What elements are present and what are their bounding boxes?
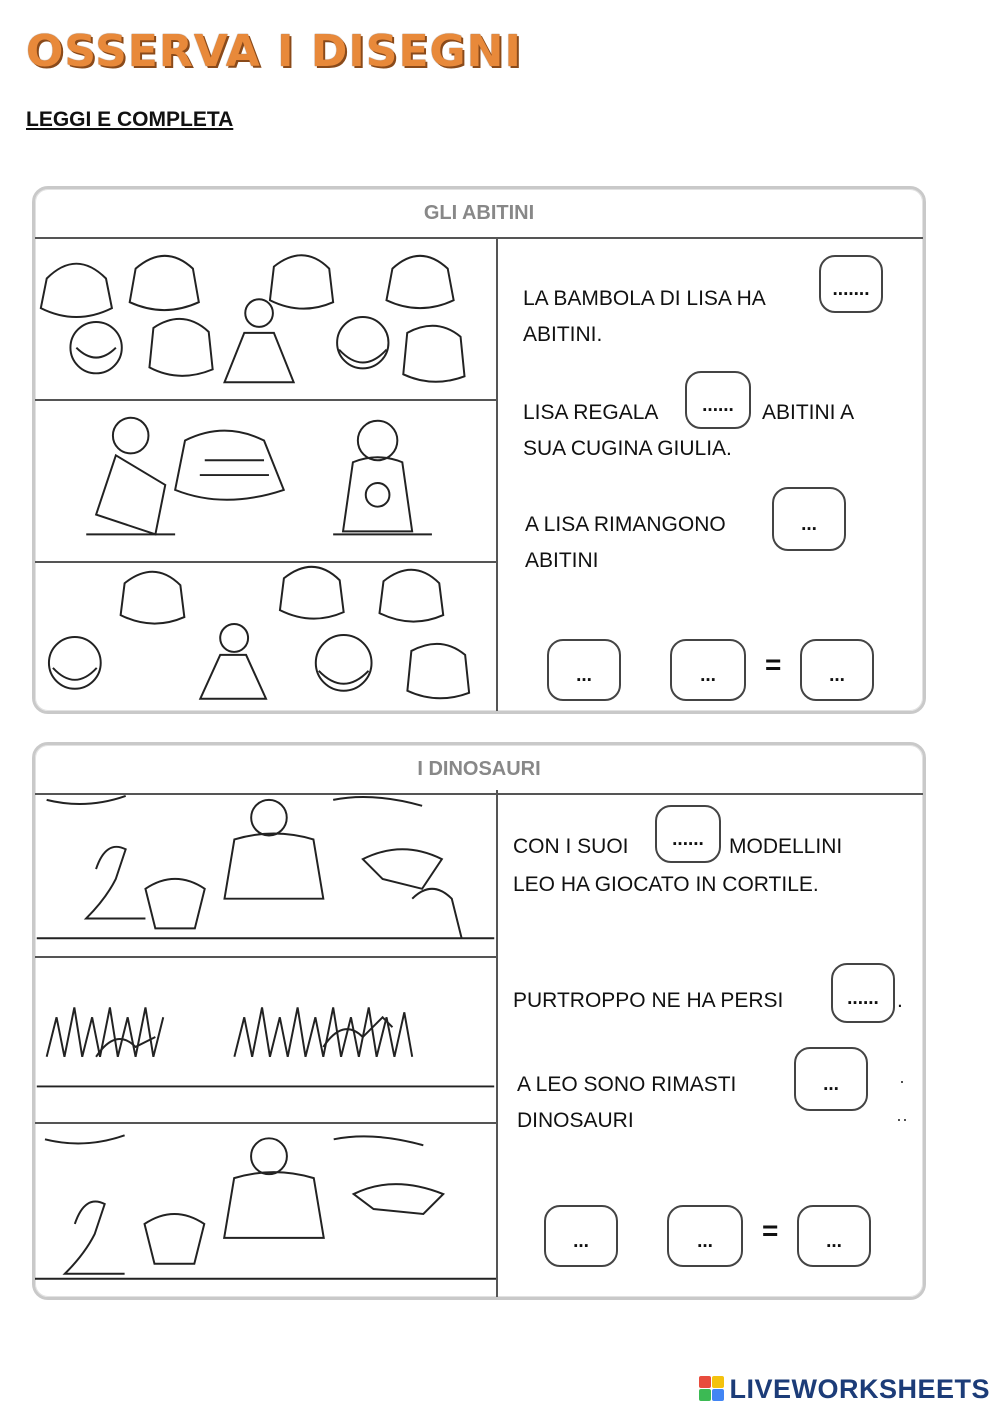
dinosauri-pictures — [35, 790, 498, 1297]
abitini-question-1-text-2: ABITINI. — [523, 323, 603, 346]
abitini-question-2-text: LISA REGALA — [523, 401, 659, 424]
dinosauri-equals-sign: = — [762, 1215, 779, 1246]
lost-dinosaurs-in-grass-illustration — [35, 958, 496, 1124]
dinosauri-question-2-text: PURTROPPO NE HA PERSI — [513, 989, 784, 1012]
abitini-question-2-text-after: ABITINI A — [762, 401, 855, 424]
leo-playing-dinosaurs-illustration — [35, 790, 496, 958]
dinosauri-question-3-text-2: DINOSAURI — [517, 1109, 634, 1132]
abitini-question-1-text: LA BAMBOLA DI LISA HA — [523, 287, 766, 310]
liveworksheets-branding — [699, 1372, 990, 1406]
abitini-equation-term-a[interactable]: ... — [547, 639, 621, 701]
abitini-equation-term-b[interactable]: ... — [670, 639, 746, 701]
abitini-panel — [32, 186, 926, 714]
leo-with-remaining-dinosaurs-illustration — [35, 1124, 496, 1297]
dinosauri-question-3-mark-1: · — [899, 1071, 905, 1091]
dinosauri-question-1-text-2: LEO HA GIOCATO IN CORTILE. — [513, 873, 819, 896]
abitini-answer-3-box[interactable]: ... — [772, 487, 846, 551]
dinosauri-question-3-mark-2: ·· — [896, 1109, 908, 1129]
dinosauri-question-2-period: . — [897, 989, 903, 1012]
abitini-equals-sign: = — [765, 649, 782, 680]
abitini-answer-1-box[interactable]: ....... — [819, 255, 883, 313]
abitini-equation-result[interactable]: ... — [800, 639, 874, 701]
abitini-panel-heading: GLI ABITINI — [35, 189, 923, 239]
dinosauri-equation-result[interactable]: ... — [797, 1205, 871, 1267]
dinosauri-panel-heading: I DINOSAURI — [35, 745, 923, 795]
dinosauri-question-3-text: A LEO SONO RIMASTI — [517, 1073, 737, 1096]
abitini-question-2-text-2: SUA CUGINA GIULIA. — [523, 437, 732, 460]
abitini-pictures — [35, 239, 498, 711]
dinosauri-panel — [32, 742, 926, 1300]
dinosauri-question-1-text: CON I SUOI — [513, 835, 629, 858]
dinosauri-equation-term-a[interactable]: ... — [544, 1205, 618, 1267]
dinosauri-answer-3-box[interactable]: ... — [794, 1047, 868, 1111]
dresses-start-illustration — [35, 239, 496, 401]
liveworksheets-brand-text: LIVEWORKSHEETS — [729, 1373, 990, 1404]
page-title: OSSERVA I DISEGNI — [26, 26, 522, 77]
dinosauri-answer-1-box[interactable]: ...... — [655, 805, 721, 863]
liveworksheets-logo-icon — [699, 1376, 725, 1402]
abitini-question-3-text: A LISA RIMANGONO — [525, 513, 726, 536]
instructions-heading: LEGGI E COMPLETA — [26, 108, 234, 131]
abitini-answer-2-box[interactable]: ...... — [685, 371, 751, 429]
dinosauri-equation-term-b[interactable]: ... — [667, 1205, 743, 1267]
dinosauri-question-1-text-after: MODELLINI — [729, 835, 843, 858]
dinosauri-answer-2-box[interactable]: ...... — [831, 963, 895, 1023]
lisa-giving-dresses-illustration — [35, 401, 496, 563]
abitini-question-3-text-2: ABITINI — [525, 549, 599, 572]
dresses-left-illustration — [35, 563, 496, 711]
